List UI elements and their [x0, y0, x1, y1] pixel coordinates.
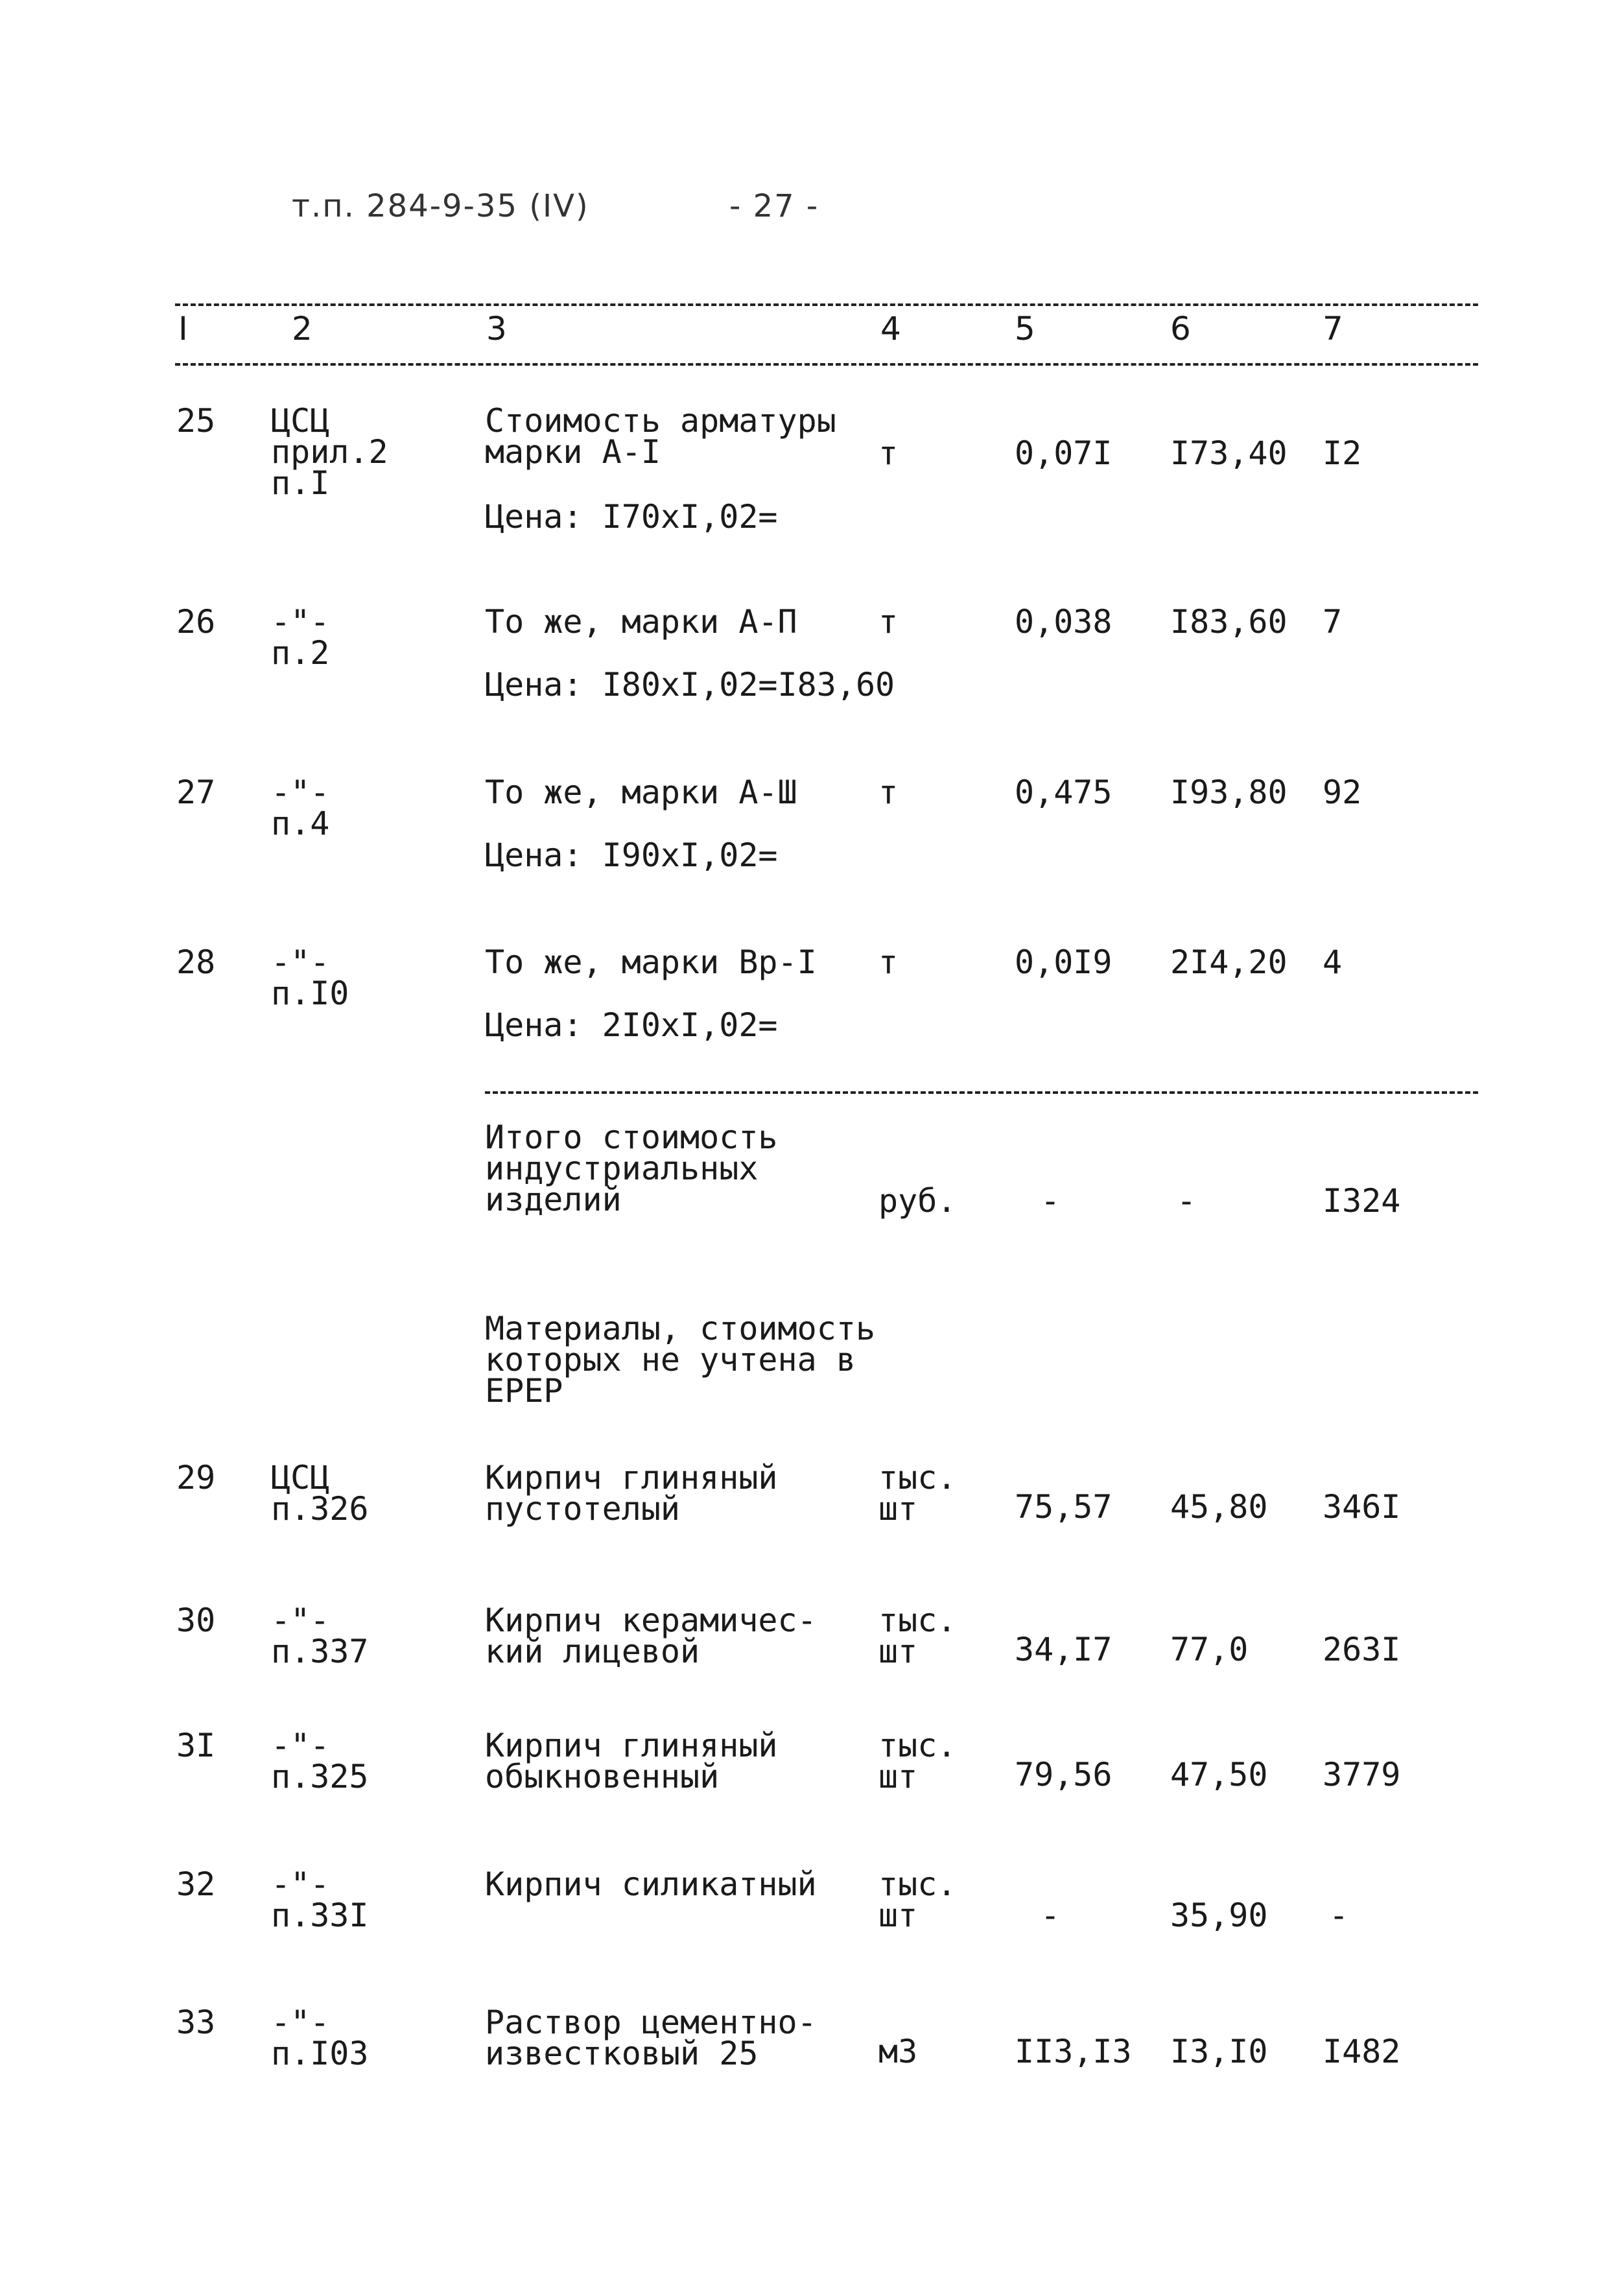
- row-name: Кирпич силикатный: [485, 1865, 817, 1903]
- row-unit: тыс. шт: [878, 1727, 957, 1795]
- row-name: То же, марки А-Ш: [485, 774, 797, 811]
- row-name: Стоимость арматуры марки А-I: [485, 402, 836, 471]
- row-price: I73,40: [1170, 434, 1288, 472]
- row-source: -"- п.2: [271, 603, 330, 672]
- col-head-7: 7: [1323, 310, 1343, 348]
- row-source: -"- п.33I: [271, 1865, 369, 1934]
- row-num: 30: [176, 1602, 216, 1639]
- divider-subtotal: [485, 1091, 1478, 1094]
- row-source: -"- п.337: [271, 1602, 369, 1670]
- row-name: То же, марки А-П: [485, 603, 797, 641]
- row-num: 25: [176, 402, 216, 440]
- row-name: Раствор цементно- известковый 25: [485, 2004, 817, 2072]
- row-qty: 0,07I: [1015, 434, 1112, 472]
- col-head-3: 3: [486, 310, 507, 348]
- row-unit: м3: [878, 2033, 918, 2070]
- row-total: 4: [1323, 943, 1343, 981]
- row-source: ЦСЦ прил.2 п.I: [271, 402, 388, 502]
- row-qty: 0,038: [1015, 603, 1112, 641]
- row-name: Кирпич глиняный обыкновенный: [485, 1727, 778, 1795]
- col-head-6: 6: [1170, 310, 1191, 348]
- divider-top: [175, 303, 1478, 306]
- row-unit: т: [878, 603, 899, 641]
- row-num: 29: [176, 1459, 216, 1497]
- row-price: 47,50: [1170, 1756, 1268, 1793]
- row-num: 27: [176, 774, 216, 811]
- row-price: 2I4,20: [1170, 943, 1288, 981]
- row-qty: 79,56: [1015, 1756, 1112, 1793]
- row-total: 92: [1323, 774, 1362, 811]
- row-total: I482: [1323, 2033, 1401, 2070]
- subtotal-qty: -: [1041, 1182, 1061, 1220]
- row-num: 32: [176, 1865, 216, 1903]
- row-price: 45,80: [1170, 1488, 1268, 1526]
- doc-ref: т.п. 284-9-35 (IV): [292, 188, 589, 224]
- subtotal-label: Итого стоимость индустриальных изделий: [485, 1118, 778, 1218]
- row-num: 28: [176, 943, 216, 981]
- col-head-4: 4: [880, 310, 901, 348]
- row-unit: т: [878, 774, 899, 811]
- row-unit: т: [878, 434, 899, 472]
- row-qty: 0,0I9: [1015, 943, 1112, 981]
- subtotal-total: I324: [1323, 1182, 1401, 1220]
- row-note: Цена: 2I0xI,02=: [485, 1006, 778, 1044]
- row-num: 26: [176, 603, 216, 641]
- row-qty: 34,I7: [1015, 1631, 1112, 1668]
- row-num: 33: [176, 2004, 216, 2041]
- row-qty: -: [1041, 1897, 1061, 1934]
- row-note: Цена: I70xI,02=: [485, 498, 778, 536]
- row-source: -"- п.I0: [271, 943, 349, 1012]
- row-name: Кирпич керамичес- кий лицевой: [485, 1602, 817, 1670]
- row-note: Цена: I80xI,02=I83,60: [485, 666, 895, 704]
- row-qty: 75,57: [1015, 1488, 1112, 1526]
- row-unit: т: [878, 943, 899, 981]
- row-total: -: [1329, 1897, 1349, 1934]
- row-source: -"- п.325: [271, 1727, 369, 1795]
- row-total: 3779: [1323, 1756, 1401, 1793]
- row-source: ЦСЦ п.326: [271, 1459, 369, 1528]
- row-name: То же, марки Вр-I: [485, 943, 817, 981]
- row-unit: тыс. шт: [878, 1602, 957, 1670]
- subtotal-unit: руб.: [878, 1182, 957, 1220]
- row-num: 3I: [176, 1727, 216, 1764]
- row-total: 346I: [1323, 1488, 1401, 1526]
- row-price: I3,I0: [1170, 2033, 1268, 2070]
- section-title: Материалы, стоимость которых не учтена в ЕРЕР: [485, 1310, 876, 1410]
- row-price: I93,80: [1170, 774, 1288, 811]
- col-head-1: I: [178, 310, 188, 348]
- row-qty: II3,I3: [1015, 2033, 1132, 2070]
- row-source: -"- п.I03: [271, 2004, 369, 2072]
- row-price: 77,0: [1170, 1631, 1249, 1668]
- subtotal-price: -: [1177, 1182, 1197, 1220]
- row-unit: тыс. шт: [878, 1865, 957, 1934]
- row-unit: тыс. шт: [878, 1459, 957, 1528]
- row-total: 263I: [1323, 1631, 1401, 1668]
- row-total: 7: [1323, 603, 1343, 641]
- row-name: Кирпич глиняный пустотелый: [485, 1459, 778, 1528]
- row-source: -"- п.4: [271, 774, 330, 842]
- row-note: Цена: I90xI,02=: [485, 836, 778, 874]
- col-head-5: 5: [1015, 310, 1035, 348]
- col-head-2: 2: [292, 310, 312, 348]
- row-price: 35,90: [1170, 1897, 1268, 1934]
- row-qty: 0,475: [1015, 774, 1112, 811]
- row-price: I83,60: [1170, 603, 1288, 641]
- page-number: - 27 -: [729, 188, 819, 224]
- row-total: I2: [1323, 434, 1362, 472]
- divider-header: [175, 363, 1478, 366]
